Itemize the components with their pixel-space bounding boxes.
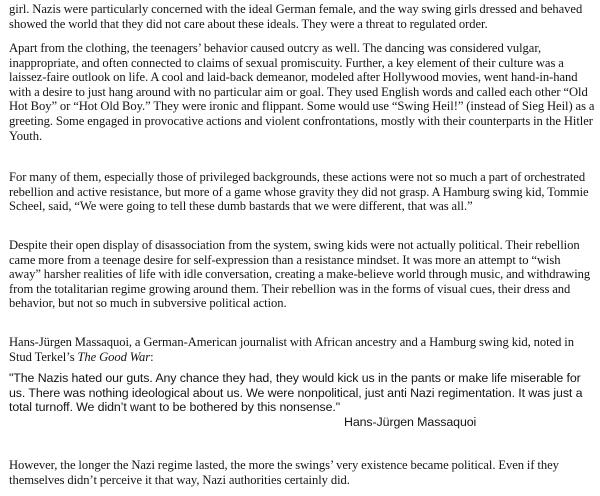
block-quote bbox=[9, 371, 595, 429]
paragraph-swing-girls: girl. Nazis were particularly concerned with the ideal German female, and the way swing girls dressed and behaved showed the world that they did not care about these ideals. They were a threat to regulated order. bbox=[9, 2, 583, 31]
book-title: The Good War bbox=[77, 349, 151, 364]
paragraph-not-political: Despite their open display of disassociation from the system, swing kids were not actually political. Their rebellion came more from a teenage desire for self-expression than a resistance mindset. It was more an attempt to “wish away” harsher realities of life with idle conversation, creating a make-believe world through music, and withdrawing from the totalitarian regime growing around them. Their rebellion was in the forms of visual cues, their dress and behavior, but not so much in subversive political action. bbox=[9, 238, 591, 311]
quote-text: "The Nazis hated our guts. Any chance they had, they would kick us in the pants or make life miserable for us. There was nothing ideological about us. We were nonpolitical, just anti Nazi regimentation. It was just a total turnoff. We didn’t want to be bothered by this nonsense." bbox=[9, 371, 583, 414]
quote-attribution: Hans-Jürgen Massaquoi bbox=[344, 414, 477, 429]
paragraph-closing: However, the longer the Nazi regime lasted, the more the swings’ very existence became political. Even if they themselves didn’t perceive it that way, Nazi authorities certainly did. bbox=[9, 458, 559, 487]
intro-text-after: : bbox=[150, 349, 154, 364]
paragraph-teen-behavior: Apart from the clothing, the teenagers’ behavior caused outcry as well. The dancing was considered vulgar, inappropriate, and often connected to claims of sexual promiscuity. Further, a key element of their culture was a laissez-faire outlook on life. A cool and laid-back demeanor, modeled after Hollywood movies, went hand-in-hand with a desire to just hang around with no particular aim or goal. They used English words and called each other “Old Hot Boy” or “Hot Old Boy.” They were ironic and flippant. Some would use “Swing Heil!” (instead of Sieg Heil) as a greeting. Some engaged in provocative actions and violent confrontations, mostly with their counterparts in the Hitler Youth. bbox=[9, 41, 595, 143]
intro-text-before: Hans-Jürgen Massaquoi, a German-American journalist with African ancestry and a Hamburg swing kid, noted in Stud Terkel’s bbox=[9, 335, 574, 364]
paragraph-massaquoi-intro bbox=[9, 335, 595, 364]
paragraph-privileged-backgrounds: For many of them, especially those of privileged backgrounds, these actions were not so much a part of orchestrated rebellion and active resistance, but more of a game whose gravity they did not grasp. A Hamburg swing kid, Tommie Scheel, said, “We were going to tell these dumb bastards that we were different, that was all.” bbox=[9, 170, 589, 214]
